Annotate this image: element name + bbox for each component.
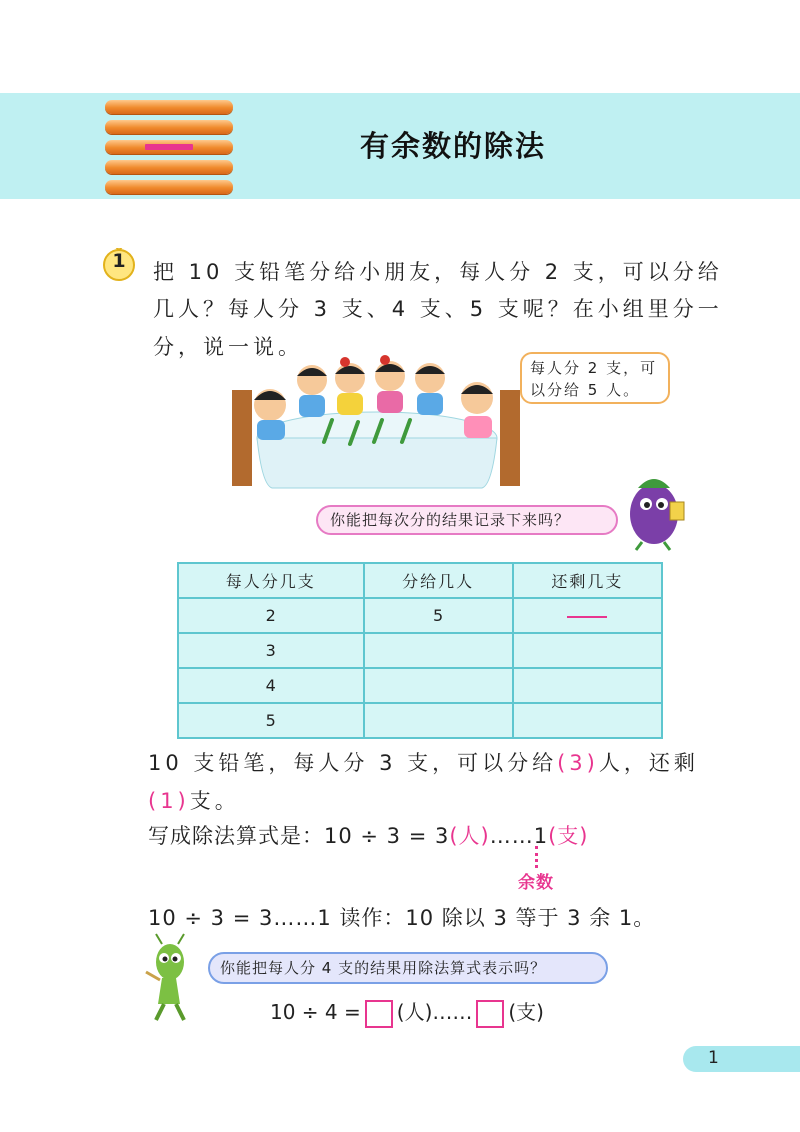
statement-line-2 <box>148 785 240 815</box>
answer-box-people[interactable] <box>365 1000 393 1028</box>
table-header: 还剩几支 <box>513 563 662 598</box>
unit-pencils: (支) <box>548 824 589 848</box>
page-number-tab <box>683 1046 800 1072</box>
problem-line-3: 分，说一说。 <box>153 335 303 359</box>
table-cell: 2 <box>178 598 364 633</box>
equation-text: (人)…… <box>396 1000 473 1024</box>
table-cell <box>364 668 513 703</box>
children-sharing-pencils-illustration <box>232 350 522 490</box>
speech-bubble-question: 你能把每次分的结果记录下来吗？ <box>316 505 618 535</box>
table-cell: 4 <box>178 668 364 703</box>
table-cell <box>513 633 662 668</box>
statement-text: 人，还剩 <box>598 751 699 775</box>
table-cell-none-remaining <box>513 598 662 633</box>
unit-one-mark <box>145 144 193 150</box>
page-number: 1 <box>708 1048 719 1068</box>
remainder-pointer <box>535 846 542 868</box>
table-row <box>178 668 662 703</box>
example-number: 1 <box>112 250 126 272</box>
table-cell <box>513 703 662 738</box>
speech-bubble-line-1: 每人分 2 支，可 <box>530 359 658 377</box>
answer-remainder: (1) <box>148 789 190 813</box>
statement-line-1 <box>148 747 699 777</box>
table-cell: 3 <box>178 633 364 668</box>
equation-text: (支) <box>508 1000 544 1024</box>
table-cell <box>364 703 513 738</box>
table-cell: 5 <box>178 703 364 738</box>
speech-bubble-practice-question: 你能把每人分 4 支的结果用除法算式表示吗？ <box>208 952 608 984</box>
statement-text: 支。 <box>189 789 240 813</box>
table-header: 每人分几支 <box>178 563 364 598</box>
unit-people: (人) <box>449 824 490 848</box>
practice-equation <box>270 996 544 1028</box>
statement-text: 10 支铅笔，每人分 3 支，可以分给 <box>148 751 558 775</box>
answer-people: (3) <box>557 751 599 775</box>
example-number-badge <box>102 248 136 282</box>
table-row <box>178 598 662 633</box>
problem-line-2: 几人？每人分 3 支、4 支、5 支呢？在小组里分一 <box>153 297 723 321</box>
speech-bubble-answer <box>520 352 670 404</box>
table-cell: 5 <box>364 598 513 633</box>
equation-text: ……1 <box>489 824 549 848</box>
table-cell <box>364 633 513 668</box>
division-result-table <box>177 562 663 733</box>
table-header: 分给几人 <box>364 563 513 598</box>
problem-line-1: 把 10 支铅笔分给小朋友，每人分 2 支，可以分给 <box>153 260 723 284</box>
unit-number-graphic <box>105 100 233 196</box>
table-row <box>178 703 662 738</box>
dash-mark <box>567 616 607 618</box>
grasshopper-character-icon <box>136 932 202 1022</box>
division-equation-line <box>148 820 589 850</box>
eggplant-character-icon <box>612 462 692 552</box>
remainder-label: 余数 <box>518 873 554 893</box>
equation-text: 10 ÷ 4 = <box>270 1000 361 1024</box>
speech-bubble-line-2: 以分给 5 人。 <box>530 381 641 399</box>
table-cell <box>513 668 662 703</box>
chapter-title: 有余数的除法 <box>360 129 547 163</box>
equation-text: 写成除法算式是：10 ÷ 3 = 3 <box>148 824 450 848</box>
table-row <box>178 633 662 668</box>
reading-line: 10 ÷ 3 = 3……1 读作：10 除以 3 等于 3 余 1。 <box>148 906 656 930</box>
answer-box-remainder[interactable] <box>476 1000 504 1028</box>
